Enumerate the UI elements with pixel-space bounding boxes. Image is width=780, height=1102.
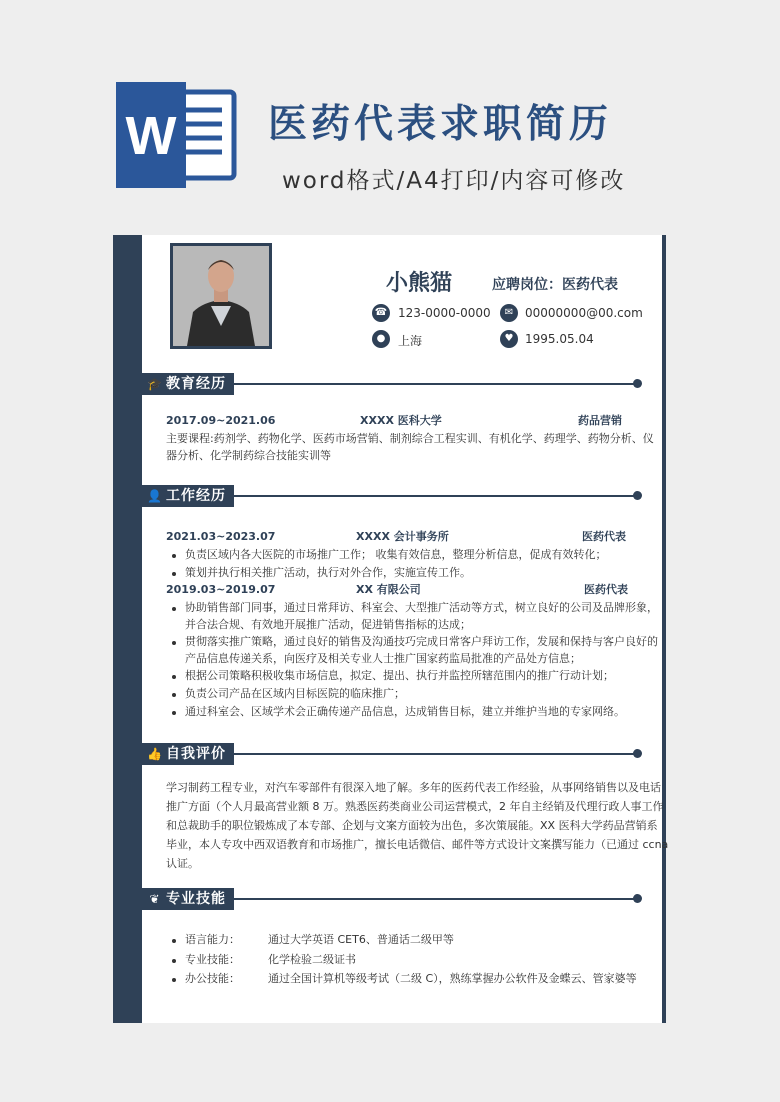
- job2-period: 2019.03~2019.07: [166, 583, 276, 596]
- bullet: [172, 554, 176, 558]
- job2-item: 贯彻落实推广策略，通过良好的销售及沟通技巧完成日常客户拜访工作，发展和保持与客户良好的: [185, 635, 658, 648]
- bullet: [172, 607, 176, 611]
- job2-company: XX 有限公司: [356, 583, 421, 596]
- job2-role: 医药代表: [584, 583, 628, 596]
- section-dot: [633, 749, 642, 758]
- person-icon: 👤: [147, 489, 163, 503]
- candidate-name: 小熊猫: [386, 271, 453, 296]
- section-divider: [234, 383, 634, 385]
- section-header-skills: ❦ 专业技能: [142, 888, 234, 910]
- location-icon: ●: [372, 330, 390, 348]
- skill-label: 语言能力：: [185, 933, 240, 946]
- self-eval-line: 推广方面（个人月最高营业额 8 万。熟悉医药类商业公司运营模式，2 年自主经销及代理行政人事工作: [166, 800, 664, 813]
- bullet: [172, 711, 176, 715]
- location-text: 上海: [398, 334, 423, 348]
- leaf-icon: ❦: [149, 892, 161, 906]
- phone-text: 123-0000-0000: [398, 306, 491, 320]
- job1-period: 2021.03~2023.07: [166, 530, 276, 543]
- job1-item: 负责区域内各大医院的市场推广工作； 收集有效信息，整理分析信息，促成有效转化；: [185, 548, 607, 561]
- bullet: [172, 939, 176, 943]
- skill-value: 化学检验二级证书: [268, 953, 356, 966]
- right-border: [662, 235, 666, 1023]
- job2-item: 负责公司产品在区域内目标医院的临床推广；: [185, 687, 405, 700]
- job1-company: XXXX 会计事务所: [356, 530, 449, 543]
- self-eval-line: 认证。: [166, 857, 199, 870]
- skill-label: 办公技能：: [185, 972, 240, 985]
- self-eval-line: 毕业，本人专攻中西双语教育和市场推广，擅长电话微信、邮件等方式设计文案撰写能力（已通过 ccna: [166, 838, 669, 851]
- skill-value: 通过全国计算机等级考试（二级 C），熟练掌握办公软件及金蝶云、管家婆等: [268, 972, 637, 985]
- section-dot: [633, 894, 642, 903]
- job1-role: 医药代表: [582, 530, 626, 543]
- banner-subtitle: word格式/A4打印/内容可修改: [282, 168, 626, 194]
- job2-item: 根据公司策略积极收集市场信息，拟定、提出、执行并监控所辖范围内的推广行动计划；: [185, 669, 614, 682]
- phone-icon: ☎: [372, 304, 390, 322]
- job2-item-cont: 产品信息传递关系，向医疗及相关专业人士推广国家药监局批准的产品处方信息；: [185, 652, 581, 665]
- edu-major: 药品营销: [578, 414, 622, 427]
- email-text: 00000000@00.com: [525, 306, 643, 320]
- edu-period: 2017.09~2021.06: [166, 414, 276, 427]
- thumbs-up-icon: 👍: [147, 747, 163, 761]
- edu-courses-line: 器分析、化学制药综合技能实训等: [166, 449, 331, 462]
- graduation-cap-icon: 🎓: [147, 377, 163, 391]
- skill-label: 专业技能：: [185, 953, 240, 966]
- bullet: [172, 572, 176, 576]
- bullet: [172, 978, 176, 982]
- bullet: [172, 641, 176, 645]
- birthday-text: 1995.05.04: [525, 332, 594, 346]
- bullet: [172, 675, 176, 679]
- section-header-self-eval: 👍 自我评价: [142, 743, 234, 765]
- section-divider: [234, 495, 634, 497]
- section-dot: [633, 491, 642, 500]
- section-divider: [234, 753, 634, 755]
- banner-title: 医药代表求职简历: [268, 102, 613, 147]
- bullet: [172, 693, 176, 697]
- word-logo-letter: W: [125, 106, 177, 166]
- section-divider: [234, 898, 634, 900]
- mail-icon: ✉: [500, 304, 518, 322]
- section-dot: [633, 379, 642, 388]
- bullet: [172, 959, 176, 963]
- self-eval-line: 学习制药工程专业，对汽车零部件有很深入地了解。多年的医药代表工作经验，从事网络销售以及电话: [166, 781, 661, 794]
- job2-item: 通过科室会、区域学术会正确传递产品信息，达成销售目标，建立并维护当地的专家网络。: [185, 705, 625, 718]
- heart-icon: ♥: [500, 330, 518, 348]
- job1-item: 策划并执行相关推广活动，执行对外合作，实施宣传工作。: [185, 566, 471, 579]
- job2-item-cont: 并合法合规、有效地开展推广活动，促进销售指标的达成；: [185, 618, 471, 631]
- section-header-education: 🎓 教育经历: [142, 373, 234, 395]
- section-header-work: 👤 工作经历: [142, 485, 234, 507]
- edu-school: XXXX 医科大学: [360, 414, 442, 427]
- skill-value: 通过大学英语 CET6、普通话二级甲等: [268, 933, 454, 946]
- word-logo-icon: [114, 82, 238, 188]
- self-eval-line: 和总裁助手的职位锻炼成了本专部、企划与文案方面较为出色，多次策展能。XX 医科大学药品营销系: [166, 819, 658, 832]
- applied-position: 应聘岗位：医药代表: [492, 277, 618, 293]
- profile-photo: [173, 246, 269, 346]
- left-sidebar-bar: [113, 235, 142, 1023]
- edu-courses-line: 主要课程:药剂学、药物化学、医药市场营销、制剂综合工程实训、有机化学、药理学、药物分析、仪: [166, 432, 654, 445]
- job2-item: 协助销售部门同事，通过日常拜访、科室会、大型推广活动等方式，树立良好的公司及品牌形象，: [185, 601, 658, 614]
